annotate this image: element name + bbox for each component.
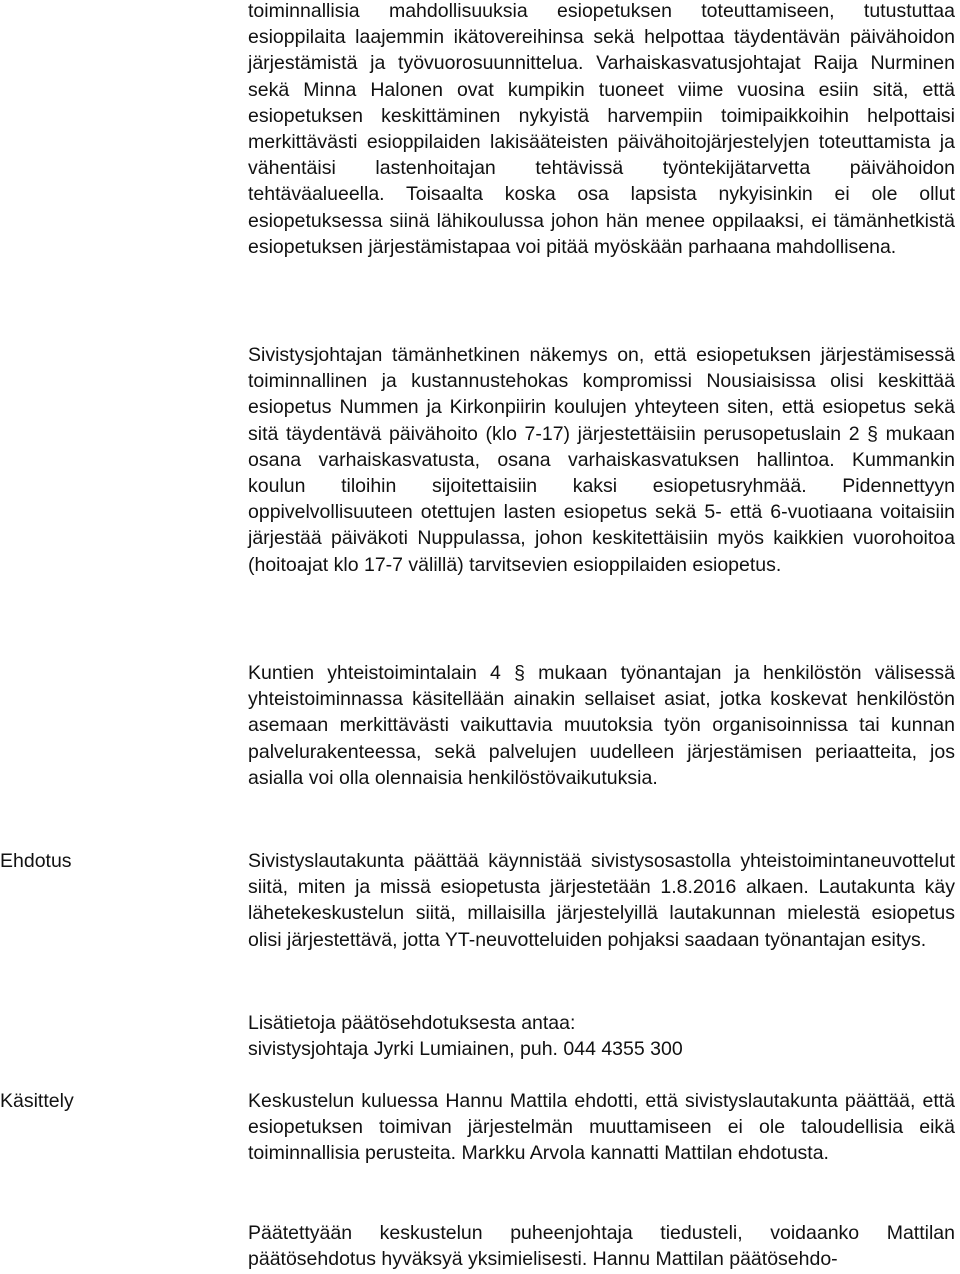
paragraph-cooperation-law: Kuntien yhteistoimintalain 4 § mukaan työnantajan ja henkilöstön välisessä yhteistoiminnassa käsitellään ainakin sellaiset asiat, jotka koskevat henkilöstön asemaan merkittävästi vaikuttavia muutoksia työn organisoinnissa tai kunnan palvelurakenteessa, sekä palvelujen uudelleen järjestämisen periaatteita, jos asialla voi olla olennaisia henkilöstövaikutuksia. [248, 662, 955, 789]
paragraph-director-view: Sivistysjohtajan tämänhetkinen näkemys on, että esiopetuksen järjestämisessä toiminnallinen ja kustannustehokas kompromissi Nousiaisissa olisi keskittää esiopetus Nummen ja Kirkonpiirin koulujen yhteyteen siten, että esiopetus sekä sitä täydentävä päivähoito (klo 7-17) järjestettäisiin perusopetuslain 2 § mukaan osana varhaiskasvatusta, osana varhaiskasvatuksen hallintoa. Kummankin koulun tiloihin sijoitettaisiin kaksi esiopetusryhmää. Pidennettyyn oppivelvollisuuteen otettujen lasten esiopetus sekä 5- että 6-vuotiaana voitaisiin järjestää päiväkoti Nuppulassa, johon keskitettäisiin myös kaikkien vuorohoitoa (hoitoajat klo 17-7 välillä) tarvitsevien esioppilaiden esiopetus. [248, 344, 955, 576]
contact-info-line-2: sivistysjohtaja Jyrki Lumiainen, puh. 044 4355 300 [248, 1038, 683, 1061]
section-label-kasittely: Käsittely [0, 1090, 74, 1112]
paragraph-preschool-benefits: toiminnallisia mahdollisuuksia esiopetuksen toteuttamiseen, tutustuttaa esioppilaita laajemmin ikätovereihinsa sekä helpottaa täydentävän päivähoidon järjestämistä ja työvuorosuunnittelua. Varhaiskasvatusjohtajat Raija Nurminen sekä Minna Halonen ovat kumpikin tuoneet viime vuosina esiin sitä, että esiopetuksen keskittäminen nykyistä harvempiin toimipaikkoihin helpottaisi merkittävästi esioppilaiden lakisääteisten päivähoitojärjestelyjen toteuttamista ja vähentäisi lastenhoitajan tehtävissä työntekijätarvetta päivähoidon tehtäväalueella. Toisaalta koska osa lapsista nykyisinkin ei ole ollut esiopetuksessa siinä lähikoulussa johon hän menee oppilaaksi, ei tämänhetkistä esiopetuksen järjestämistapaa voi pitää myöskään parhaana mahdollisena. [248, 0, 955, 258]
contact-info [248, 1010, 955, 1062]
section-label-ehdotus: Ehdotus [0, 850, 72, 872]
paragraph-decision: Päätettyään keskustelun puheenjohtaja tiedusteli, voidaanko Mattilan päätösehdotus hyväksyä yksimielisesti. Hannu Mattilan päätösehdo- [248, 1222, 955, 1271]
paragraph-discussion: Keskustelun kuluessa Hannu Mattila ehdotti, että sivistyslautakunta päättää, että esiopetuksen toimivan järjestelmän muuttamiseen ei ole taloudellisia eikä toiminnallisia perusteita. Markku Arvola kannatti Mattilan ehdotusta. [248, 1090, 955, 1165]
paragraph-proposal: Sivistyslautakunta päättää käynnistää sivistysosastolla yhteistoimintaneuvottelut siitä, miten ja missä esiopetusta järjestetään 1.8.2016 alkaen. Lautakunta käy lähetekeskustelun siitä, millaisilla järjestelyillä lautakunnan mielestä esiopetus olisi järjestettävä, jotta YT-neuvotteluiden pohjaksi saadaan työnantajan esitys. [248, 850, 955, 951]
contact-info-line-1: Lisätietoja päätösehdotuksesta antaa: [248, 1012, 576, 1034]
